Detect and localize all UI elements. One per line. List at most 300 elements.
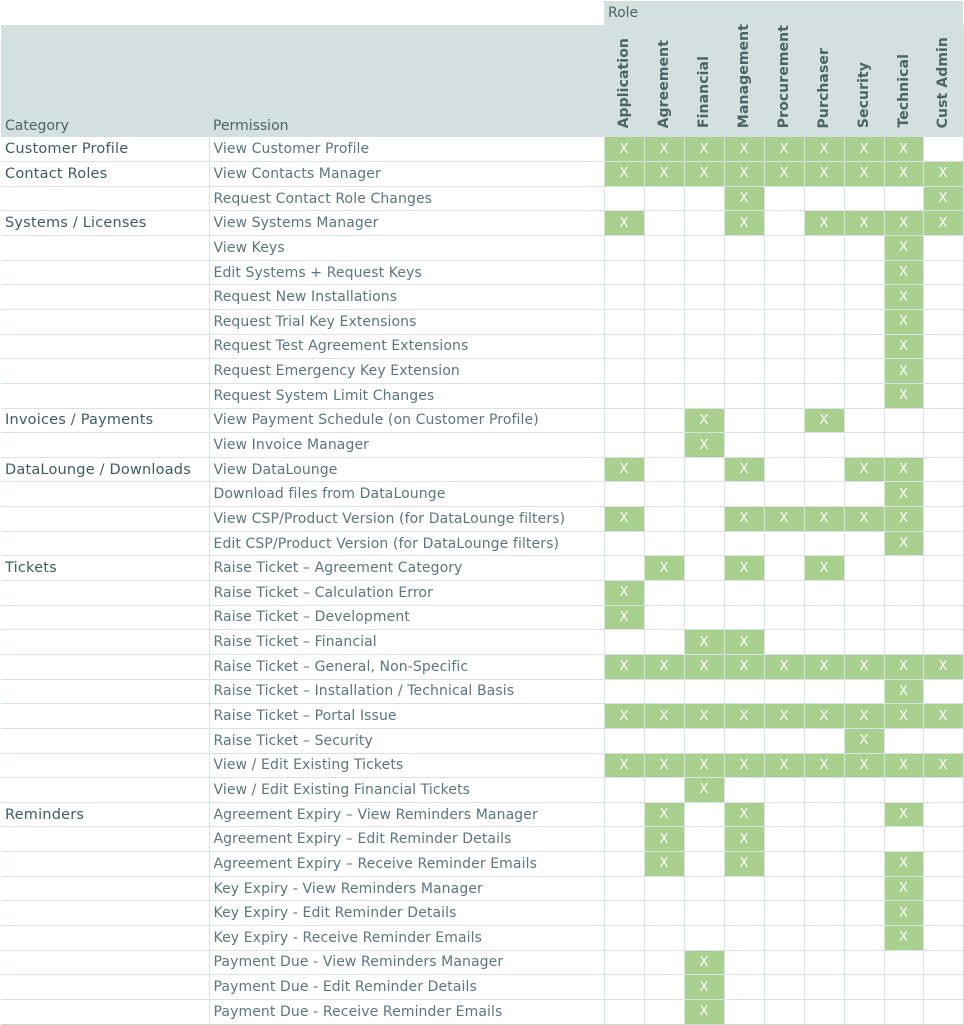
permission-granted-cell: X: [804, 704, 844, 729]
permission-granted-cell: X: [644, 852, 684, 877]
permission-empty-cell: [844, 309, 884, 334]
permission-cell: Raise Ticket – Installation / Technical Basis: [209, 679, 604, 704]
permission-granted-cell: X: [684, 975, 724, 1000]
permission-empty-cell: [604, 556, 644, 581]
permission-empty-cell: [844, 482, 884, 507]
permission-granted-cell: X: [724, 827, 764, 852]
table-row: [1, 531, 963, 556]
role-header-security: [844, 25, 884, 137]
category-cell: [1, 236, 209, 261]
permission-granted-cell: X: [724, 704, 764, 729]
permission-empty-cell: [604, 926, 644, 951]
role-label: Agreement: [656, 39, 672, 128]
permission-empty-cell: [764, 531, 804, 556]
permission-cell: Payment Due - Edit Reminder Details: [209, 975, 604, 1000]
permission-empty-cell: [764, 211, 804, 236]
permission-empty-cell: [764, 852, 804, 877]
permission-empty-cell: [724, 975, 764, 1000]
permission-empty-cell: [644, 359, 684, 384]
permission-granted-cell: X: [764, 507, 804, 532]
table-row: [1, 482, 963, 507]
role-label: Application: [616, 37, 632, 128]
permission-empty-cell: [684, 728, 724, 753]
permission-empty-cell: [844, 408, 884, 433]
permission-empty-cell: [923, 309, 963, 334]
category-cell: DataLounge / Downloads: [1, 457, 209, 482]
permission-empty-cell: [884, 999, 923, 1024]
permission-empty-cell: [804, 999, 844, 1024]
permission-cell: View / Edit Existing Financial Tickets: [209, 778, 604, 803]
permission-empty-cell: [724, 531, 764, 556]
table-row: [1, 728, 963, 753]
permission-empty-cell: [884, 556, 923, 581]
permission-empty-cell: [724, 408, 764, 433]
permission-granted-cell: X: [724, 162, 764, 187]
category-cell: [1, 630, 209, 655]
permission-empty-cell: [684, 457, 724, 482]
permission-empty-cell: [724, 950, 764, 975]
permission-granted-cell: X: [884, 507, 923, 532]
permission-empty-cell: [804, 901, 844, 926]
role-label: Cust Admin: [934, 36, 951, 128]
table-body: [1, 137, 963, 1024]
permission-empty-cell: [923, 975, 963, 1000]
permission-empty-cell: [604, 975, 644, 1000]
permission-empty-cell: [844, 433, 884, 458]
permission-empty-cell: [684, 334, 724, 359]
permission-empty-cell: [844, 556, 884, 581]
permission-empty-cell: [764, 236, 804, 261]
permission-empty-cell: [844, 950, 884, 975]
permission-empty-cell: [804, 482, 844, 507]
permission-empty-cell: [804, 827, 844, 852]
permission-granted-cell: X: [804, 408, 844, 433]
permission-empty-cell: [764, 876, 804, 901]
table-row: [1, 704, 963, 729]
role-group-header: Role: [604, 1, 963, 25]
category-cell: Invoices / Payments: [1, 408, 209, 433]
permission-empty-cell: [804, 359, 844, 384]
table-row: [1, 605, 963, 630]
permission-granted-cell: X: [844, 211, 884, 236]
permission-granted-cell: X: [684, 162, 724, 187]
permission-empty-cell: [884, 581, 923, 606]
permission-cell: Raise Ticket – Development: [209, 605, 604, 630]
permission-empty-cell: [724, 901, 764, 926]
permission-empty-cell: [764, 999, 804, 1024]
permission-empty-cell: [923, 679, 963, 704]
permission-granted-cell: X: [684, 654, 724, 679]
permission-granted-cell: X: [684, 433, 724, 458]
permission-empty-cell: [644, 531, 684, 556]
permission-empty-cell: [844, 876, 884, 901]
permission-cell: View CSP/Product Version (for DataLounge filters): [209, 507, 604, 532]
permission-empty-cell: [644, 285, 684, 310]
permission-empty-cell: [804, 581, 844, 606]
permission-empty-cell: [804, 975, 844, 1000]
category-cell: Contact Roles: [1, 162, 209, 187]
category-cell: [1, 531, 209, 556]
permission-empty-cell: [764, 482, 804, 507]
permission-empty-cell: [604, 383, 644, 408]
permission-cell: Raise Ticket – Calculation Error: [209, 581, 604, 606]
permission-empty-cell: [604, 408, 644, 433]
permission-empty-cell: [804, 852, 844, 877]
role-label: Purchaser: [816, 47, 832, 128]
permission-granted-cell: X: [923, 704, 963, 729]
permission-empty-cell: [923, 359, 963, 384]
permission-empty-cell: [844, 359, 884, 384]
permission-cell: Request System Limit Changes: [209, 383, 604, 408]
permission-empty-cell: [923, 852, 963, 877]
permission-empty-cell: [684, 186, 724, 211]
table-row: [1, 753, 963, 778]
table-row: [1, 211, 963, 236]
category-cell: [1, 482, 209, 507]
permission-granted-cell: X: [844, 162, 884, 187]
category-cell: [1, 433, 209, 458]
permission-empty-cell: [644, 433, 684, 458]
category-cell: [1, 679, 209, 704]
permission-empty-cell: [764, 383, 804, 408]
role-group-row: [1, 1, 963, 25]
permission-empty-cell: [644, 901, 684, 926]
permission-empty-cell: [604, 433, 644, 458]
role-header-management: [724, 25, 764, 137]
permission-granted-cell: X: [884, 383, 923, 408]
permission-empty-cell: [724, 679, 764, 704]
permission-empty-cell: [724, 605, 764, 630]
permission-cell: View Systems Manager: [209, 211, 604, 236]
permission-empty-cell: [884, 827, 923, 852]
permission-empty-cell: [644, 482, 684, 507]
permission-empty-cell: [923, 482, 963, 507]
permission-empty-cell: [604, 728, 644, 753]
permission-empty-cell: [804, 186, 844, 211]
permission-granted-cell: X: [923, 162, 963, 187]
permission-granted-cell: X: [724, 852, 764, 877]
permission-empty-cell: [684, 876, 724, 901]
permission-empty-cell: [724, 309, 764, 334]
permission-granted-cell: X: [684, 999, 724, 1024]
permission-empty-cell: [684, 309, 724, 334]
permission-granted-cell: X: [884, 457, 923, 482]
permission-granted-cell: X: [923, 753, 963, 778]
permission-granted-cell: X: [724, 630, 764, 655]
permission-cell: Request Trial Key Extensions: [209, 309, 604, 334]
category-cell: [1, 334, 209, 359]
permission-granted-cell: X: [724, 457, 764, 482]
permission-granted-cell: X: [604, 654, 644, 679]
table-row: [1, 359, 963, 384]
permission-empty-cell: [764, 457, 804, 482]
permission-empty-cell: [804, 285, 844, 310]
permission-empty-cell: [684, 827, 724, 852]
permission-empty-cell: [804, 309, 844, 334]
permission-granted-cell: X: [884, 309, 923, 334]
permission-granted-cell: X: [884, 211, 923, 236]
permission-empty-cell: [644, 260, 684, 285]
permission-empty-cell: [604, 260, 644, 285]
permission-cell: Key Expiry - View Reminders Manager: [209, 876, 604, 901]
permission-empty-cell: [764, 260, 804, 285]
permission-granted-cell: X: [724, 556, 764, 581]
permission-empty-cell: [844, 605, 884, 630]
permission-empty-cell: [764, 802, 804, 827]
table-row: [1, 285, 963, 310]
permission-empty-cell: [644, 999, 684, 1024]
category-cell: [1, 581, 209, 606]
permission-cell: Request Emergency Key Extension: [209, 359, 604, 384]
table-row: [1, 852, 963, 877]
table-row: [1, 383, 963, 408]
permission-empty-cell: [844, 630, 884, 655]
permission-empty-cell: [804, 334, 844, 359]
permission-empty-cell: [804, 802, 844, 827]
role-label: Financial: [696, 56, 712, 128]
permission-cell: Payment Due - Receive Reminder Emails: [209, 999, 604, 1024]
table-row: [1, 876, 963, 901]
permission-empty-cell: [684, 531, 724, 556]
permission-granted-cell: X: [604, 162, 644, 187]
permission-granted-cell: X: [644, 654, 684, 679]
category-cell: [1, 704, 209, 729]
permission-empty-cell: [844, 383, 884, 408]
permission-empty-cell: [764, 581, 804, 606]
permission-granted-cell: X: [724, 753, 764, 778]
permission-empty-cell: [644, 876, 684, 901]
permission-granted-cell: X: [884, 482, 923, 507]
permission-empty-cell: [923, 950, 963, 975]
permission-empty-cell: [804, 260, 844, 285]
category-cell: [1, 753, 209, 778]
role-label: Procurement: [776, 24, 792, 128]
permission-empty-cell: [764, 408, 804, 433]
table-row: [1, 260, 963, 285]
permission-empty-cell: [644, 630, 684, 655]
permission-empty-cell: [644, 728, 684, 753]
permission-empty-cell: [644, 186, 684, 211]
category-cell: Customer Profile: [1, 137, 209, 162]
permission-cell: Request Contact Role Changes: [209, 186, 604, 211]
permission-cell: View / Edit Existing Tickets: [209, 753, 604, 778]
permission-empty-cell: [923, 531, 963, 556]
permission-granted-cell: X: [884, 901, 923, 926]
permission-empty-cell: [684, 482, 724, 507]
permission-granted-cell: X: [604, 605, 644, 630]
permission-empty-cell: [844, 975, 884, 1000]
permission-cell: Request Test Agreement Extensions: [209, 334, 604, 359]
category-cell: Systems / Licenses: [1, 211, 209, 236]
permission-empty-cell: [604, 186, 644, 211]
permission-granted-cell: X: [884, 753, 923, 778]
permission-cell: Agreement Expiry – View Reminders Manager: [209, 802, 604, 827]
permission-empty-cell: [884, 433, 923, 458]
permission-granted-cell: X: [884, 137, 923, 162]
permission-granted-cell: X: [724, 211, 764, 236]
permission-empty-cell: [764, 285, 804, 310]
permission-empty-cell: [764, 950, 804, 975]
category-cell: [1, 852, 209, 877]
permission-empty-cell: [604, 334, 644, 359]
permission-granted-cell: X: [884, 704, 923, 729]
role-label: Security: [856, 61, 872, 128]
permission-empty-cell: [844, 531, 884, 556]
permission-granted-cell: X: [724, 802, 764, 827]
permission-empty-cell: [724, 999, 764, 1024]
permission-empty-cell: [884, 186, 923, 211]
permission-granted-cell: X: [604, 211, 644, 236]
permission-empty-cell: [804, 778, 844, 803]
permission-empty-cell: [804, 630, 844, 655]
permission-empty-cell: [724, 236, 764, 261]
permission-empty-cell: [844, 285, 884, 310]
permission-cell: Raise Ticket – General, Non-Specific: [209, 654, 604, 679]
role-header-application: [604, 25, 644, 137]
permission-empty-cell: [644, 605, 684, 630]
permission-empty-cell: [844, 236, 884, 261]
permission-empty-cell: [684, 926, 724, 951]
permission-empty-cell: [844, 581, 884, 606]
permission-granted-cell: X: [844, 728, 884, 753]
category-cell: [1, 359, 209, 384]
permission-cell: Payment Due - View Reminders Manager: [209, 950, 604, 975]
permission-empty-cell: [764, 630, 804, 655]
permission-empty-cell: [764, 975, 804, 1000]
permission-cell: Raise Ticket – Security: [209, 728, 604, 753]
permission-cell: View Keys: [209, 236, 604, 261]
permission-granted-cell: X: [923, 211, 963, 236]
role-header-technical: [884, 25, 923, 137]
permission-empty-cell: [884, 408, 923, 433]
permission-empty-cell: [684, 507, 724, 532]
permission-empty-cell: [724, 482, 764, 507]
permission-empty-cell: [844, 778, 884, 803]
category-cell: [1, 507, 209, 532]
role-header-financial: [684, 25, 724, 137]
permission-cell: Raise Ticket – Agreement Category: [209, 556, 604, 581]
permission-empty-cell: [644, 507, 684, 532]
permission-empty-cell: [604, 531, 644, 556]
permission-cell: Download files from DataLounge: [209, 482, 604, 507]
permission-granted-cell: X: [804, 137, 844, 162]
permission-empty-cell: [923, 630, 963, 655]
role-label: Technical: [895, 54, 912, 128]
permission-granted-cell: X: [604, 457, 644, 482]
category-cell: [1, 975, 209, 1000]
role-header-agreement: [644, 25, 684, 137]
permission-granted-cell: X: [884, 359, 923, 384]
permission-empty-cell: [923, 827, 963, 852]
permission-granted-cell: X: [804, 753, 844, 778]
permission-granted-cell: X: [644, 704, 684, 729]
permission-empty-cell: [684, 556, 724, 581]
permission-empty-cell: [724, 778, 764, 803]
permission-empty-cell: [684, 260, 724, 285]
permission-granted-cell: X: [764, 753, 804, 778]
permission-empty-cell: [923, 901, 963, 926]
permission-empty-cell: [923, 260, 963, 285]
permission-granted-cell: X: [764, 137, 804, 162]
table-row: [1, 679, 963, 704]
permission-empty-cell: [884, 605, 923, 630]
permission-empty-cell: [923, 383, 963, 408]
permission-empty-cell: [923, 926, 963, 951]
permission-granted-cell: X: [884, 334, 923, 359]
permission-empty-cell: [923, 285, 963, 310]
permission-empty-cell: [604, 901, 644, 926]
permission-granted-cell: X: [884, 531, 923, 556]
permission-empty-cell: [604, 802, 644, 827]
permission-empty-cell: [764, 186, 804, 211]
permission-empty-cell: [804, 383, 844, 408]
permission-empty-cell: [644, 950, 684, 975]
permission-empty-cell: [724, 581, 764, 606]
permission-empty-cell: [604, 482, 644, 507]
category-cell: [1, 827, 209, 852]
permission-granted-cell: X: [884, 285, 923, 310]
permission-granted-cell: X: [644, 827, 684, 852]
permission-empty-cell: [884, 975, 923, 1000]
permission-empty-cell: [764, 433, 804, 458]
permission-empty-cell: [804, 926, 844, 951]
category-column-header: Category: [1, 25, 209, 137]
permission-cell: View Contacts Manager: [209, 162, 604, 187]
permission-empty-cell: [684, 285, 724, 310]
table-row: [1, 827, 963, 852]
permission-empty-cell: [644, 457, 684, 482]
permission-granted-cell: X: [604, 507, 644, 532]
category-cell: [1, 260, 209, 285]
permission-empty-cell: [764, 309, 804, 334]
permission-empty-cell: [724, 728, 764, 753]
permission-granted-cell: X: [804, 162, 844, 187]
category-cell: [1, 901, 209, 926]
permission-granted-cell: X: [884, 260, 923, 285]
permission-empty-cell: [923, 236, 963, 261]
permission-empty-cell: [884, 950, 923, 975]
permission-empty-cell: [684, 802, 724, 827]
table-row: [1, 433, 963, 458]
permission-granted-cell: X: [684, 704, 724, 729]
table-row: [1, 236, 963, 261]
permission-granted-cell: X: [724, 137, 764, 162]
permission-granted-cell: X: [604, 753, 644, 778]
permission-granted-cell: X: [804, 507, 844, 532]
table-row: [1, 162, 963, 187]
permission-empty-cell: [923, 728, 963, 753]
permission-empty-cell: [884, 778, 923, 803]
table-row: [1, 457, 963, 482]
permission-empty-cell: [684, 211, 724, 236]
category-cell: [1, 309, 209, 334]
permission-empty-cell: [804, 679, 844, 704]
table-row: [1, 975, 963, 1000]
permission-empty-cell: [923, 433, 963, 458]
permission-empty-cell: [844, 999, 884, 1024]
permission-granted-cell: X: [724, 186, 764, 211]
category-cell: [1, 876, 209, 901]
permission-empty-cell: [644, 334, 684, 359]
permission-cell: Key Expiry - Edit Reminder Details: [209, 901, 604, 926]
category-cell: [1, 186, 209, 211]
permission-empty-cell: [684, 383, 724, 408]
permission-empty-cell: [884, 728, 923, 753]
permission-empty-cell: [644, 679, 684, 704]
role-label: Management: [736, 23, 752, 128]
permission-granted-cell: X: [884, 926, 923, 951]
permission-granted-cell: X: [644, 137, 684, 162]
